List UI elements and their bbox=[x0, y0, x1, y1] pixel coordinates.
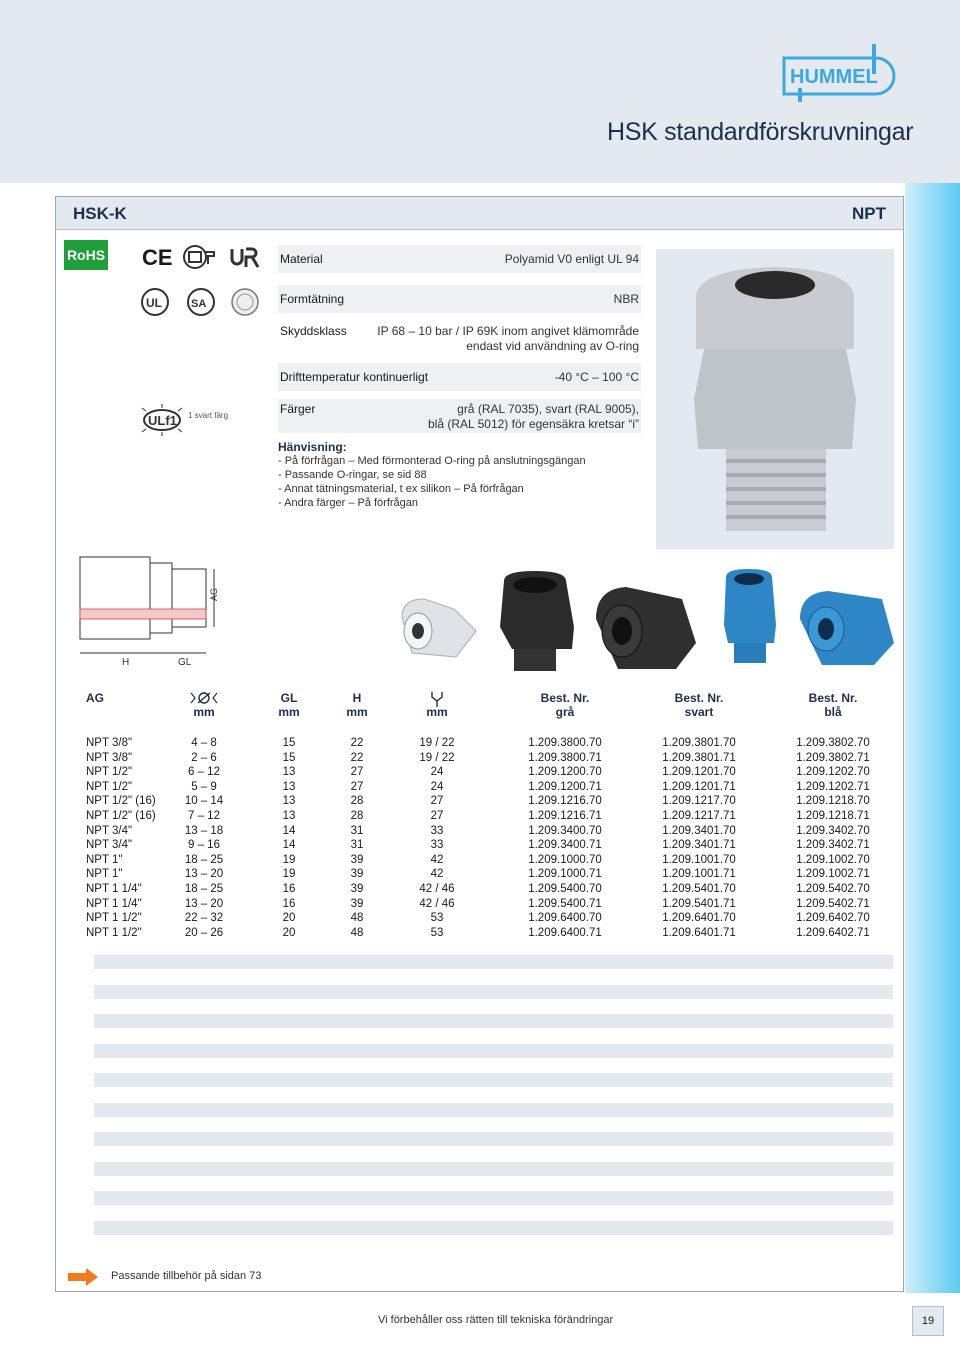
arrow-icon bbox=[66, 1267, 100, 1287]
unit-wrench: mm bbox=[426, 705, 448, 719]
table-cell: 16 bbox=[282, 883, 296, 895]
table-cell: 53 bbox=[430, 912, 444, 925]
header-order-black: Best. Nr. bbox=[674, 691, 724, 705]
ur-mark-icon bbox=[226, 245, 262, 269]
table-row bbox=[56, 854, 903, 868]
table-cell: 14 bbox=[282, 824, 296, 837]
table-cell: 20 bbox=[282, 912, 296, 925]
table-cell: 13 bbox=[282, 780, 296, 793]
accessories-note: Passande tillbehör på sidan 73 bbox=[111, 1270, 262, 1282]
blank-row bbox=[94, 1221, 893, 1235]
color-black: svart bbox=[684, 705, 714, 719]
header-ag: AG bbox=[86, 691, 104, 705]
table-row bbox=[56, 752, 903, 766]
table-cell: NPT 1/2" bbox=[86, 780, 133, 793]
table-cell: 14 bbox=[282, 839, 296, 852]
product-variants bbox=[396, 569, 896, 679]
table-row bbox=[56, 912, 903, 926]
table-cell: 1.209.3800.71 bbox=[528, 751, 602, 764]
table-cell: 39 bbox=[350, 853, 364, 866]
table-cell: 13 bbox=[282, 795, 296, 808]
table-cell: 15 bbox=[282, 751, 296, 764]
table-cell: 1.209.1216.70 bbox=[528, 795, 602, 808]
table-row bbox=[56, 781, 903, 795]
color-blue: blå bbox=[824, 705, 842, 719]
table-cell: 20 – 26 bbox=[184, 926, 224, 939]
table-cell: 22 – 32 bbox=[184, 912, 224, 925]
table-cell: 1.209.3801.71 bbox=[662, 751, 736, 764]
table-cell: NPT 1" bbox=[86, 868, 123, 881]
table-row bbox=[56, 898, 903, 912]
table-cell: 1.209.3800.70 bbox=[528, 737, 602, 749]
svg-text:UL: UL bbox=[146, 296, 162, 310]
table-row bbox=[56, 766, 903, 780]
property-protection bbox=[278, 321, 641, 355]
ce-mark-icon: CE bbox=[142, 245, 173, 270]
table-cell: 48 bbox=[350, 926, 364, 939]
table-cell: 15 bbox=[282, 737, 296, 749]
table-cell: 1.209.6402.70 bbox=[796, 912, 870, 925]
table-cell: 1.209.1201.70 bbox=[662, 766, 736, 779]
table-cell: 6 – 12 bbox=[188, 766, 220, 779]
table-cell: 19 bbox=[282, 853, 296, 866]
header-order-grey: Best. Nr. bbox=[540, 691, 590, 705]
table-cell: 1.209.1002.70 bbox=[796, 853, 870, 866]
table-cell: 1.209.5401.71 bbox=[662, 897, 736, 910]
svg-text:SA: SA bbox=[191, 298, 207, 310]
technical-drawing bbox=[74, 549, 224, 669]
table-cell: NPT 1 1/2" bbox=[86, 926, 142, 939]
blank-row bbox=[94, 985, 893, 999]
unit-clamp: mm bbox=[193, 705, 215, 719]
variant-blue-angled bbox=[800, 591, 894, 665]
table-cell: 42 / 46 bbox=[419, 883, 455, 895]
table-cell: 13 – 20 bbox=[184, 897, 224, 910]
property-value: Polyamid V0 enligt UL 94 bbox=[504, 252, 639, 266]
property-colors bbox=[278, 399, 641, 433]
blank-row bbox=[94, 1162, 893, 1176]
frame-header bbox=[56, 197, 903, 230]
table-cell: 1.209.1001.70 bbox=[662, 853, 736, 866]
property-material bbox=[278, 245, 641, 273]
property-value: grå (RAL 7035), svart (RAL 9005), bbox=[457, 402, 639, 416]
dimension-ag: AG bbox=[209, 587, 219, 601]
table-cell: 9 – 16 bbox=[188, 839, 220, 852]
table-cell: 1.209.3402.70 bbox=[796, 824, 870, 837]
table-cell: 33 bbox=[430, 824, 444, 837]
header-order-blue: Best. Nr. bbox=[808, 691, 858, 705]
table-cell: 27 bbox=[430, 795, 444, 808]
table-subheader-row bbox=[56, 705, 903, 719]
table-cell: 28 bbox=[350, 795, 364, 808]
blank-row bbox=[94, 955, 893, 969]
table-row bbox=[56, 927, 903, 941]
unit-gl: mm bbox=[278, 705, 300, 719]
table-cell: 1.209.1000.70 bbox=[528, 853, 602, 866]
table-cell: 39 bbox=[350, 868, 364, 881]
side-stripe bbox=[905, 183, 960, 1293]
blank-row bbox=[94, 1191, 893, 1205]
table-cell: 1.209.5401.70 bbox=[662, 883, 736, 895]
table-cell: 27 bbox=[430, 810, 444, 822]
table-cell: NPT 1/2" (16) bbox=[86, 795, 156, 808]
table-cell: 13 bbox=[282, 810, 296, 822]
reference-line: - Annat tätningsmaterial, t ex silikon – På förfrågan bbox=[278, 483, 524, 495]
table-cell: 1.209.3802.70 bbox=[796, 737, 870, 749]
page-title: HSK standardförskruvningar bbox=[607, 118, 914, 146]
table-cell: 22 bbox=[350, 737, 364, 749]
table-row bbox=[56, 883, 903, 897]
table-cell: 1.209.3400.71 bbox=[528, 839, 602, 852]
table-cell: NPT 1 1/4" bbox=[86, 897, 142, 910]
table-cell: 1.209.1217.70 bbox=[662, 795, 736, 808]
table-cell: 1.209.1218.71 bbox=[796, 810, 870, 822]
reference-line: - Passande O-ringar, se sid 88 bbox=[278, 469, 427, 481]
blank-row bbox=[94, 1073, 893, 1087]
table-cell: 42 bbox=[430, 868, 444, 881]
table-cell: 22 bbox=[350, 751, 364, 764]
footer-disclaimer: Vi förbehåller oss rätten till tekniska förändringar bbox=[378, 1314, 614, 1326]
blank-row bbox=[94, 1014, 893, 1028]
table-cell: 10 – 14 bbox=[184, 795, 224, 808]
property-value: -40 °C – 100 °C bbox=[554, 370, 639, 384]
table-cell: 1.209.3802.71 bbox=[796, 751, 870, 764]
blank-row bbox=[94, 1044, 893, 1058]
table-cell: 1.209.5402.71 bbox=[796, 897, 870, 910]
property-value-line2: endast vid användning av O-ring bbox=[466, 339, 639, 353]
table-cell: 1.209.6400.71 bbox=[528, 926, 602, 939]
svg-text:ULf1: ULf1 bbox=[148, 413, 177, 428]
table-cell: 19 / 22 bbox=[419, 737, 455, 749]
variant-blue-large bbox=[724, 569, 776, 663]
table-cell: NPT 3/8" bbox=[86, 737, 133, 749]
csa-mark-icon bbox=[186, 287, 216, 317]
color-grey: grå bbox=[555, 705, 575, 719]
product-frame bbox=[55, 196, 904, 1292]
table-cell: 1.209.5400.71 bbox=[528, 897, 602, 910]
table-cell: NPT 3/8" bbox=[86, 751, 133, 764]
property-label: Material bbox=[280, 252, 323, 266]
table-cell: 1.209.1201.71 bbox=[662, 780, 736, 793]
variant-black-large bbox=[500, 571, 574, 671]
table-cell: 48 bbox=[350, 912, 364, 925]
dimension-h: H bbox=[122, 657, 130, 668]
table-cell: 7 – 12 bbox=[188, 810, 220, 822]
table-cell: 24 bbox=[430, 780, 444, 793]
table-cell: 27 bbox=[350, 780, 364, 793]
rohs-badge: RoHS bbox=[64, 240, 108, 270]
table-cell: 19 / 22 bbox=[419, 751, 455, 764]
dimension-gl: GL bbox=[178, 657, 192, 668]
ul-mark-icon bbox=[140, 287, 170, 317]
table-cell: 24 bbox=[430, 766, 444, 779]
table-cell: 42 / 46 bbox=[419, 897, 455, 910]
table-cell: 5 – 9 bbox=[191, 780, 217, 793]
table-cell: 31 bbox=[350, 839, 364, 852]
property-label: Formtätning bbox=[280, 292, 345, 306]
blank-row bbox=[94, 1132, 893, 1146]
reference-heading: Hänvisning: bbox=[278, 440, 347, 454]
product-photo bbox=[656, 249, 894, 549]
table-cell: 1.209.1202.71 bbox=[796, 780, 870, 793]
property-label: Skyddsklass bbox=[280, 324, 347, 338]
product-series: HSK-K bbox=[73, 204, 127, 223]
table-cell: 1.209.5400.70 bbox=[528, 883, 602, 895]
table-cell: 2 – 6 bbox=[191, 751, 217, 764]
table-cell: 1.209.6401.70 bbox=[662, 912, 736, 925]
svg-text:HUMMEL: HUMMEL bbox=[790, 66, 878, 88]
table-row bbox=[56, 737, 903, 751]
hummel-logo bbox=[778, 44, 906, 102]
table-cell: 1.209.3401.71 bbox=[662, 839, 736, 852]
table-cell: NPT 1" bbox=[86, 853, 123, 866]
page-number: 19 bbox=[912, 1306, 944, 1336]
table-cell: 1.209.3801.70 bbox=[662, 737, 736, 749]
table-header-row bbox=[56, 691, 903, 705]
header-h: H bbox=[352, 691, 362, 705]
table-cell: 1.209.1001.71 bbox=[662, 868, 736, 881]
table-cell: 18 – 25 bbox=[184, 853, 224, 866]
table-cell: 1.209.1218.70 bbox=[796, 795, 870, 808]
table-cell: 39 bbox=[350, 883, 364, 895]
gost-mark-icon bbox=[182, 244, 218, 270]
variant-black-angled bbox=[596, 587, 696, 669]
property-label: Drifttemperatur kontinuerligt bbox=[280, 370, 429, 384]
table-cell: 1.209.3402.71 bbox=[796, 839, 870, 852]
table-cell: NPT 3/4" bbox=[86, 824, 133, 837]
table-row bbox=[56, 868, 903, 882]
seal-mark-icon bbox=[230, 287, 260, 317]
property-temperature bbox=[278, 363, 641, 391]
table-cell: 1.209.1200.70 bbox=[528, 766, 602, 779]
property-value-line2: blå (RAL 5012) för egensäkra kretsar “i” bbox=[428, 417, 639, 431]
table-cell: 1.209.6401.71 bbox=[662, 926, 736, 939]
table-cell: 1.209.1202.70 bbox=[796, 766, 870, 779]
table-cell: 53 bbox=[430, 926, 444, 939]
property-label: Färger bbox=[280, 402, 316, 416]
table-cell: 28 bbox=[350, 810, 364, 822]
table-cell: 1.209.6402.71 bbox=[796, 926, 870, 939]
table-cell: 13 bbox=[282, 766, 296, 779]
table-cell: 1.209.1217.71 bbox=[662, 810, 736, 822]
property-value: IP 68 – 10 bar / IP 69K inom angivet klämområde bbox=[377, 324, 639, 338]
property-value: NBR bbox=[613, 292, 639, 306]
table-cell: NPT 1 1/4" bbox=[86, 883, 142, 895]
table-cell: NPT 1/2" bbox=[86, 766, 133, 779]
table-cell: NPT 1 1/2" bbox=[86, 912, 142, 925]
table-row bbox=[56, 825, 903, 839]
table-cell: 13 – 18 bbox=[184, 824, 224, 837]
table-cell: 1.209.1000.71 bbox=[528, 868, 602, 881]
table-cell: 4 – 8 bbox=[191, 737, 217, 749]
table-cell: 1.209.6400.70 bbox=[528, 912, 602, 925]
reference-notes bbox=[278, 440, 586, 510]
table-cell: 1.209.1002.71 bbox=[796, 868, 870, 881]
unit-h: mm bbox=[346, 705, 368, 719]
table-cell: 31 bbox=[350, 824, 364, 837]
table-cell: 39 bbox=[350, 897, 364, 910]
table-cell: 1.209.1200.71 bbox=[528, 780, 602, 793]
table-cell: 18 – 25 bbox=[184, 883, 224, 895]
table-row bbox=[56, 795, 903, 809]
property-seal bbox=[278, 285, 641, 313]
table-cell: 16 bbox=[282, 897, 296, 910]
ulf1-icon bbox=[138, 402, 186, 438]
table-cell: 19 bbox=[282, 868, 296, 881]
table-cell: NPT 3/4" bbox=[86, 839, 133, 852]
table-cell: 13 – 20 bbox=[184, 868, 224, 881]
table-cell: 1.209.3400.70 bbox=[528, 824, 602, 837]
thread-type: NPT bbox=[852, 204, 886, 223]
table-cell: 20 bbox=[282, 926, 296, 939]
table-cell: 42 bbox=[430, 853, 444, 866]
table-row bbox=[56, 810, 903, 824]
table-cell: 33 bbox=[430, 839, 444, 852]
blank-row bbox=[94, 1103, 893, 1117]
header-gl: GL bbox=[280, 691, 298, 705]
reference-line: - På förfrågan – Med förmonterad O-ring på anslutningsgängan bbox=[278, 455, 586, 467]
table-cell: 1.209.3401.70 bbox=[662, 824, 736, 837]
variant-grey-small bbox=[402, 599, 476, 657]
table-cell: 27 bbox=[350, 766, 364, 779]
table-cell: 1.209.1216.71 bbox=[528, 810, 602, 822]
table-cell: NPT 1/2" (16) bbox=[86, 810, 156, 822]
ulf1-label: 1 svart färg bbox=[188, 411, 229, 420]
reference-line: - Andra färger – På förfrågan bbox=[278, 497, 419, 509]
table-row bbox=[56, 839, 903, 853]
table-cell: 1.209.5402.70 bbox=[796, 883, 870, 895]
